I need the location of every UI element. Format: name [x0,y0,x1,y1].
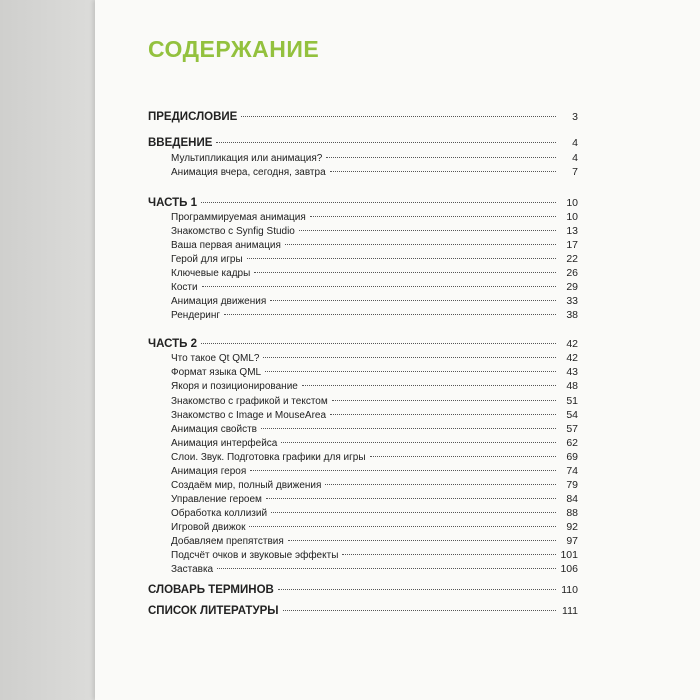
toc-entry-page-number: 79 [566,479,578,491]
toc-entry-page-number: 22 [566,253,578,265]
dot-leader [201,202,556,203]
toc-entry-page-number: 10 [566,197,578,209]
toc-section [148,111,578,127]
toc-entry-label: Анимация героя [171,466,247,477]
dot-leader [249,526,556,527]
toc-entry-label: Рендеринг [171,310,221,321]
toc-entry-label: Управление героем [171,494,262,505]
toc-entry-label: Слои. Звук. Подготовка графики для игры [171,452,366,463]
toc-entry-label: Герой для игры [171,254,243,265]
toc-entry-label: Мультипликация или анимация? [171,153,323,164]
toc-entry-page-number: 97 [566,535,578,547]
toc-entry-page-number: 84 [566,493,578,505]
toc-entry-page-number: 10 [566,211,578,223]
dot-leader [250,470,556,471]
dot-leader [288,540,556,541]
toc-entry-label: СПИСОК ЛИТЕРАТУРЫ [148,605,279,617]
toc-entry-label: Знакомство с графикой и текстом [171,396,328,407]
toc-entry-label: Анимация свойств [171,424,257,435]
toc-entry [171,380,578,396]
dot-leader [266,498,556,499]
toc-entry-label: Якоря и позиционирование [171,381,298,392]
dot-leader [283,610,556,611]
toc-entry-page-number: 7 [572,166,578,178]
toc-entry-label: Программируемая анимация [171,212,306,223]
toc-entry-page-number: 48 [566,380,578,392]
toc-entry-page-number: 42 [566,352,578,364]
toc-entry-page-number: 54 [566,409,578,421]
toc-entry-label: ВВЕДЕНИЕ [148,137,213,149]
toc-entry [171,166,578,182]
toc-entry-label: СЛОВАРЬ ТЕРМИНОВ [148,584,274,596]
dot-leader [216,142,556,143]
toc-entry-label: ЧАСТЬ 1 [148,197,197,209]
toc-entry-label: Заставка [171,564,214,575]
dot-leader [254,272,556,273]
dot-leader [278,589,556,590]
toc-section [148,137,578,153]
toc-entry-label: Что такое Qt QML? [171,353,260,364]
toc-entry-label: Создаём мир, полный движения [171,480,322,491]
toc-entry-label: Формат языка QML [171,367,262,378]
toc-entry-page-number: 110 [561,584,578,596]
toc-entry-page-number: 92 [566,521,578,533]
dot-leader [325,484,556,485]
toc-entry-page-number: 69 [566,451,578,463]
toc-entry-label: Обработка коллизий [171,508,268,519]
toc-entry-page-number: 74 [566,465,578,477]
dot-leader [299,230,556,231]
toc-entry-page-number: 4 [572,152,578,164]
toc-entry-label: ПРЕДИСЛОВИЕ [148,111,238,123]
toc-entry-label: Анимация движения [171,296,267,307]
toc-entry-label: Анимация интерфейса [171,438,278,449]
dot-leader [285,244,556,245]
toc-entry-page-number: 13 [566,225,578,237]
dot-leader [326,157,556,158]
dot-leader [263,357,556,358]
toc-entry-label: Ваша первая анимация [171,240,281,251]
dot-leader [330,414,556,415]
dot-leader [202,286,556,287]
toc-entry-page-number: 33 [566,295,578,307]
dot-leader [332,400,556,401]
toc-entry-page-number: 62 [566,437,578,449]
dot-leader [370,456,556,457]
toc-entry-label: Анимация вчера, сегодня, завтра [171,167,326,178]
toc-entry-page-number: 43 [566,366,578,378]
toc-entry-page-number: 111 [562,605,578,617]
dot-leader [342,554,556,555]
toc-entry-label: Игровой движок [171,522,246,533]
toc-entry-page-number: 4 [572,137,578,149]
toc-entry-page-number: 51 [566,395,578,407]
dot-leader [217,568,556,569]
dot-leader [281,442,556,443]
dot-leader [241,116,556,117]
dot-leader [271,512,556,513]
toc-section [148,584,578,600]
dot-leader [247,258,556,259]
toc-entry-page-number: 57 [566,423,578,435]
toc-entry-label: Знакомство с Synfig Studio [171,226,295,237]
toc-entry-page-number: 38 [566,309,578,321]
toc-entry-label: ЧАСТЬ 2 [148,338,197,350]
dot-leader [270,300,556,301]
dot-leader [224,314,556,315]
dot-leader [201,343,556,344]
toc-entry-page-number: 106 [560,563,578,575]
toc-entry [171,309,578,325]
toc-section [148,605,578,621]
dot-leader [302,385,556,386]
toc-entry-label: Кости [171,282,198,293]
toc-entry-page-number: 42 [566,338,578,350]
dot-leader [265,371,556,372]
toc-entry-page-number: 3 [572,111,578,123]
toc-entry-page-number: 26 [566,267,578,279]
dot-leader [310,216,556,217]
page-title: СОДЕРЖАНИЕ [148,36,320,62]
toc-entry-label: Ключевые кадры [171,268,251,279]
toc-entry-page-number: 29 [566,281,578,293]
toc-entry-page-number: 88 [566,507,578,519]
dot-leader [261,428,556,429]
toc-entry-label: Добавляем препятствия [171,536,284,547]
dot-leader [330,171,556,172]
toc-entry-label: Знакомство с Image и MouseArea [171,410,327,421]
toc-entry-page-number: 17 [566,239,578,251]
toc-entry [171,563,578,579]
toc-entry-page-number: 101 [560,549,578,561]
toc-entry-label: Подсчёт очков и звуковые эффекты [171,550,339,561]
